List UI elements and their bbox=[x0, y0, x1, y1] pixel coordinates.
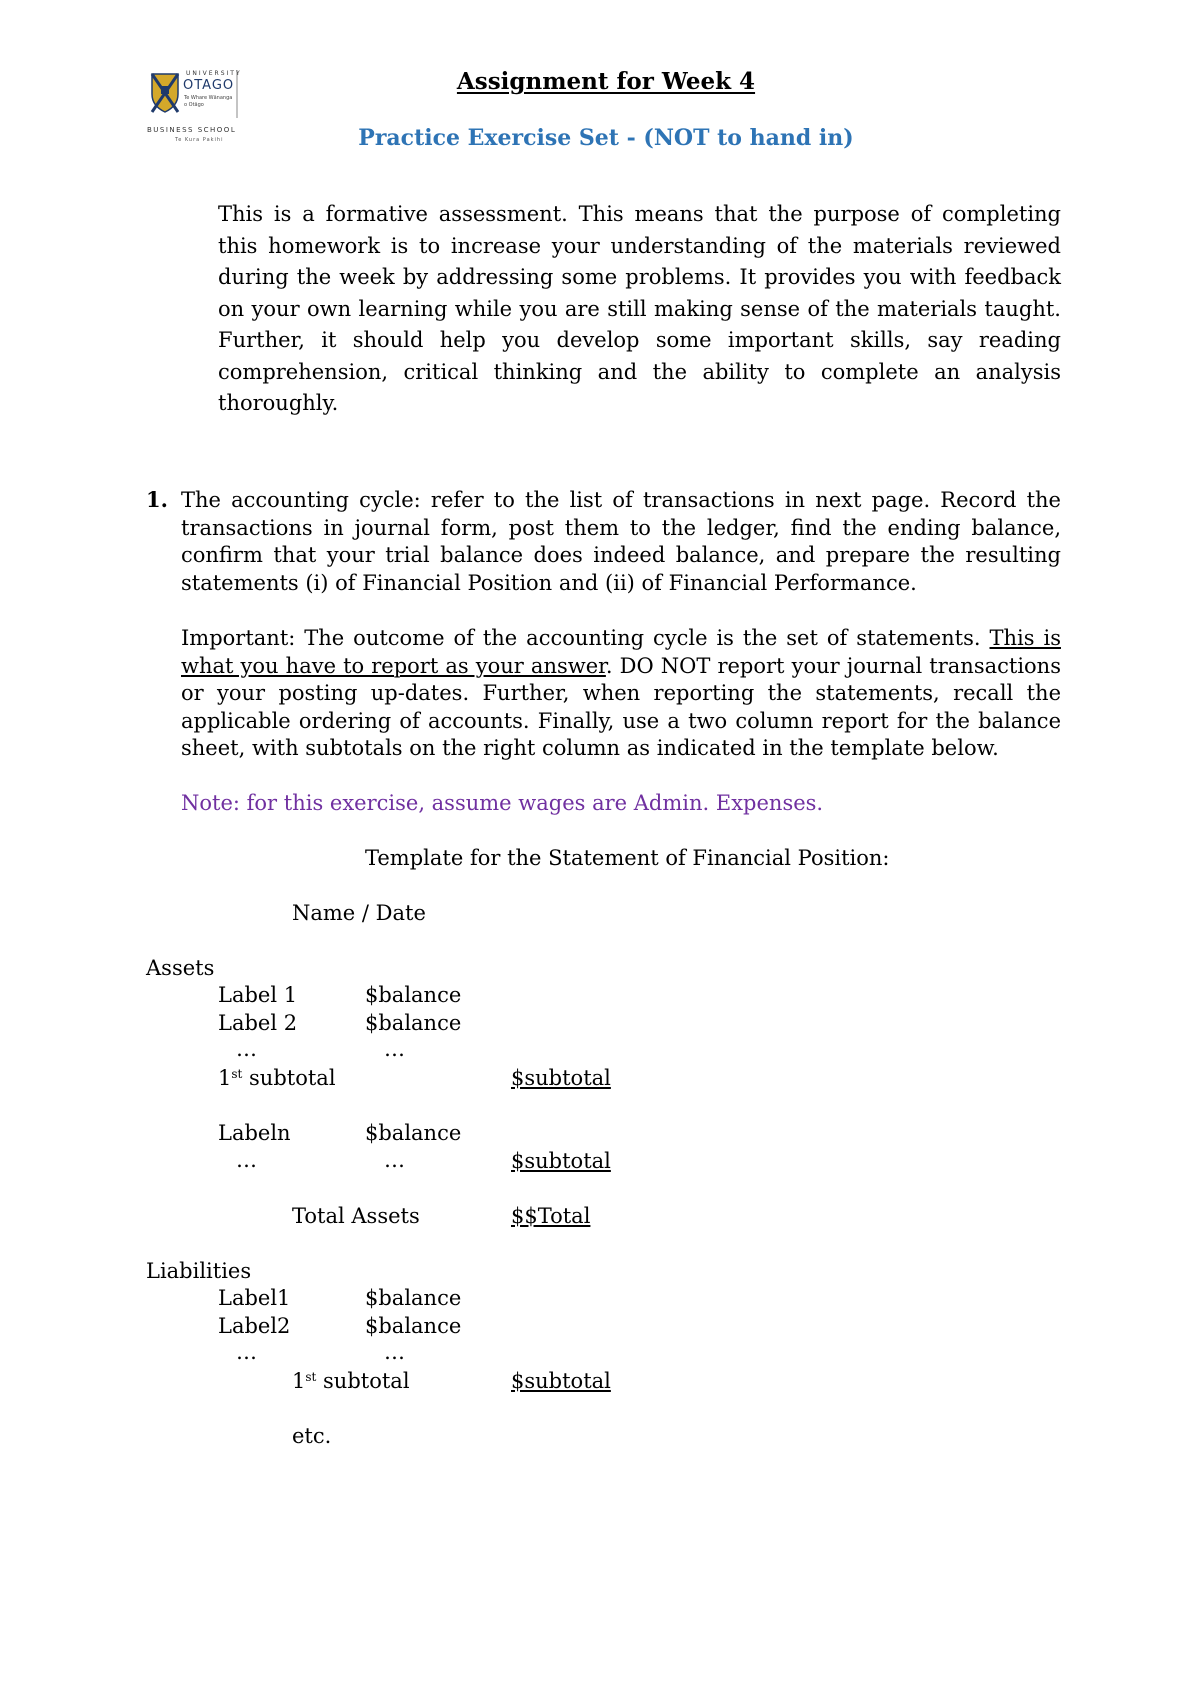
etc-text: etc. bbox=[292, 1424, 332, 1448]
liabilities-first-subtotal: $subtotal bbox=[511, 1369, 611, 1393]
assets-heading: Assets bbox=[146, 956, 215, 980]
important-prefix: Important: The outcome of the accounting cycle is the set of statements. bbox=[181, 626, 981, 650]
template-title: Template for the Statement of Financial Position: bbox=[365, 846, 890, 870]
important-paragraph bbox=[181, 625, 1061, 763]
page-subtitle: Practice Exercise Set - (NOT to hand in) bbox=[358, 125, 854, 151]
assets-balance-2: $balance bbox=[365, 1011, 462, 1035]
assets-second-subtotal: $subtotal bbox=[511, 1149, 611, 1173]
assets-ellipsis-label-2: … bbox=[236, 1148, 257, 1172]
assets-ellipsis-balance: … bbox=[384, 1037, 405, 1061]
note-text: Note: for this exercise, assume wages are Admin. Expenses. bbox=[181, 791, 824, 815]
liabilities-balance-2: $balance bbox=[365, 1314, 462, 1338]
liabilities-heading: Liabilities bbox=[146, 1259, 252, 1283]
assets-ellipsis-label: … bbox=[236, 1037, 257, 1061]
important-underlined: This is what you have to report as your answer bbox=[181, 626, 1061, 678]
logo-business-school: BUSINESS SCHOOL bbox=[147, 126, 237, 134]
logo-university-text: UNIVERSITY bbox=[186, 70, 242, 77]
assets-first-subtotal: $subtotal bbox=[511, 1066, 611, 1090]
assets-first-subtotal-label: 1st subtotal bbox=[218, 1066, 336, 1090]
logo-school-sub: Te Kura Pakihi bbox=[175, 137, 224, 143]
assets-ellipsis-balance-2: … bbox=[384, 1148, 405, 1172]
assets-label-1: Label 1 bbox=[218, 983, 298, 1007]
liabilities-label-1: Label1 bbox=[218, 1286, 291, 1310]
total-assets-label: Total Assets bbox=[292, 1204, 420, 1228]
liabilities-first-subtotal-label: 1st subtotal bbox=[292, 1369, 410, 1393]
important-suffix: . DO NOT report your journal transactions or your posting up-dates. Further, when reporting the statements, recall the applicable ordering of accounts. Finally, use a two column report for the balance sheet, with subtotals on the right column as indicated in the template below. bbox=[181, 653, 1061, 760]
question-text: The accounting cycle: refer to the list of transactions in next page. Record the transactions in journal form, post them to the ledger, find the ending balance, confirm that your trial balance does indeed balance, and prepare the resulting statements (i) of Financial Position and (ii) of Financial Performance. bbox=[181, 488, 1061, 595]
assets-balance-n: $balance bbox=[365, 1121, 462, 1145]
intro-paragraph: This is a formative assessment. This means that the purpose of completing this homework is to increase your understanding of the materials reviewed during the week by addressing some problems. It provides you with feedback on your own learning while you are still making sense of the materials taught. Further, it should help you develop some important skills, say reading comprehension, critical thinking and the ability to complete an analysis thoroughly. bbox=[218, 202, 1061, 415]
assets-label-2: Label 2 bbox=[218, 1011, 298, 1035]
page-title: Assignment for Week 4 bbox=[456, 68, 756, 95]
liabilities-ellipsis-balance: … bbox=[384, 1340, 405, 1364]
liabilities-balance-1: $balance bbox=[365, 1286, 462, 1310]
assets-label-n: Labeln bbox=[218, 1121, 291, 1145]
liabilities-label-2: Label2 bbox=[218, 1314, 291, 1338]
liabilities-ellipsis-label: … bbox=[236, 1340, 257, 1364]
question-number: 1. bbox=[146, 487, 168, 512]
logo-maori-line2: o Otāgo bbox=[184, 102, 204, 108]
total-assets-value: $$Total bbox=[511, 1204, 591, 1228]
name-date: Name / Date bbox=[292, 901, 426, 925]
logo-maori-line1: Te Whare Wānanga bbox=[184, 95, 233, 101]
logo-otago-text: OTAGO bbox=[183, 78, 235, 93]
assets-balance-1: $balance bbox=[365, 983, 462, 1007]
